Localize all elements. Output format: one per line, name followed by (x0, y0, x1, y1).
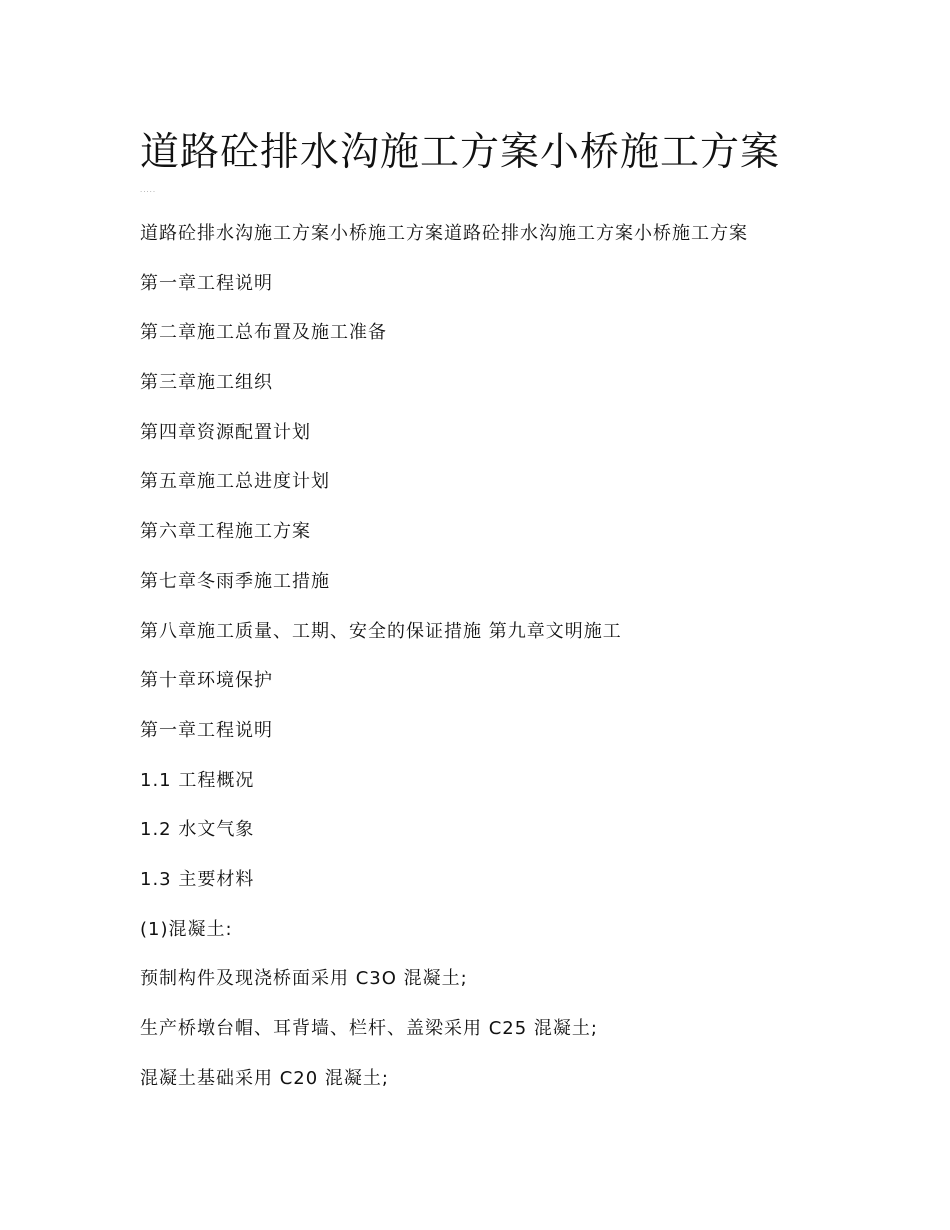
text-line: 1.1 工程概况 (140, 769, 255, 791)
document-title: 道路砼排水沟施工方案小桥施工方案 (140, 130, 781, 175)
text-line: 1.3 主要材料 (140, 868, 255, 890)
text-line: 第五章施工总进度计划 (140, 471, 330, 493)
text-line: 第七章冬雨季施工措施 (140, 570, 330, 592)
text-line: 第二章施工总布置及施工准备 (140, 322, 387, 344)
text-line: 生产桥墩台帽、耳背墙、栏杆、盖梁采用 C25 混凝土; (140, 1018, 598, 1039)
text-line: 混凝土基础采用 C20 混凝土; (140, 1067, 389, 1089)
separator-dots: ····· (140, 188, 157, 196)
document-body (140, 220, 840, 1114)
text-line: 第四章资源配置计划 (140, 421, 311, 443)
text-line: 第一章工程说明 (140, 719, 273, 741)
text-line: 道路砼排水沟施工方案小桥施工方案道路砼排水沟施工方案小桥施工方案 (140, 223, 748, 244)
text-line: 第六章工程施工方案 (140, 521, 311, 543)
text-line: 1.2 水文气象 (140, 819, 255, 841)
text-line: (1)混凝土: (140, 918, 233, 940)
text-line: 第十章环境保护 (140, 670, 273, 692)
text-line: 第三章施工组织 (140, 372, 273, 394)
text-line: 预制构件及现浇桥面采用 C3O 混凝土; (140, 968, 468, 990)
text-line: 第一章工程说明 (140, 272, 273, 294)
text-line: 第八章施工质量、工期、安全的保证措施 第九章文明施工 (140, 620, 622, 642)
